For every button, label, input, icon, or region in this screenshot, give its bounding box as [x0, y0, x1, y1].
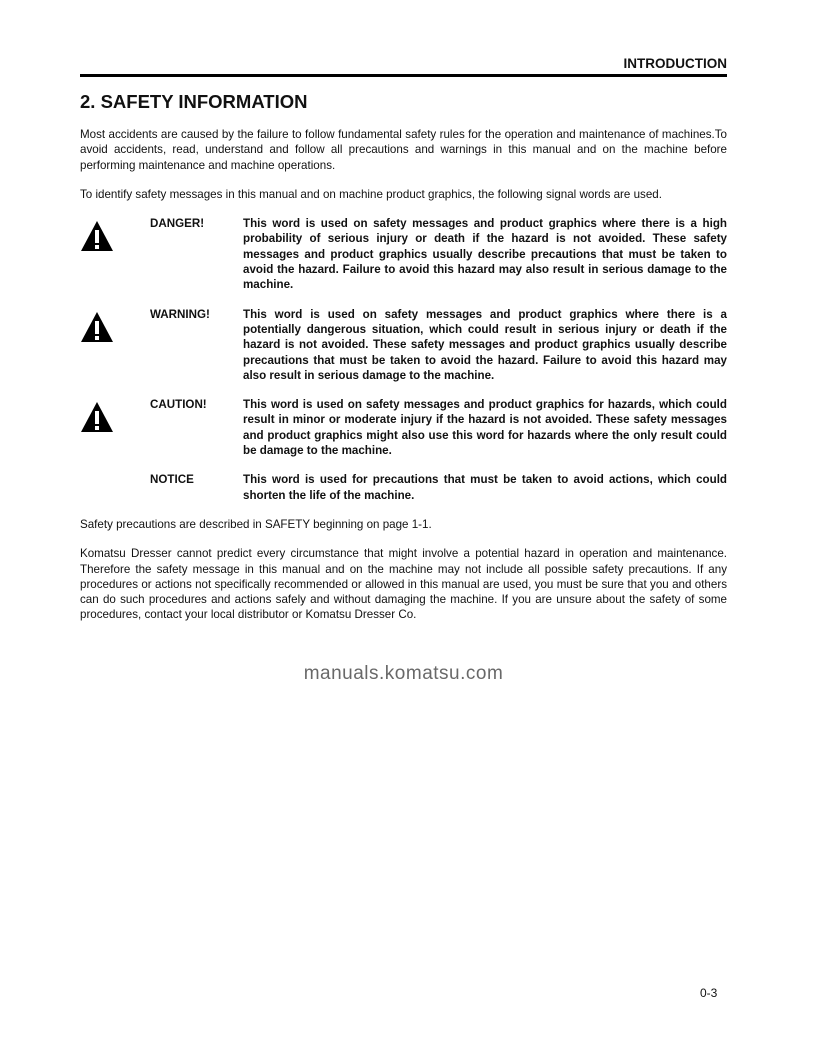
signal-danger	[80, 216, 727, 292]
signal-word: CAUTION!	[150, 398, 207, 412]
signal-description: This word is used on safety messages and product graphics for hazards, which could result in minor or moderate injury if the hazard is not avoided. These safety messages and product graphics might also use this word for hazards where the only result could be damage to the machine.	[243, 398, 727, 458]
warning-triangle-icon	[80, 401, 114, 433]
safety-reference: Safety precautions are described in SAFETY beginning on page 1-1.	[80, 517, 432, 531]
disclaimer-paragraph: Komatsu Dresser cannot predict every circumstance that might involve a potential hazard in operation and maintenance. Therefore the safety message in this manual and on the machine may not include all possible safety precautions. If any procedures or actions not specifically recommended or allowed in this manual are used, you must be sure that you and others can do such procedures and actions safely and without damaging the machine. If you are unsure about the safety of some procedures, contact your local distributor or Komatsu Dresser Co.	[80, 547, 727, 622]
signal-description: This word is used on safety messages and product graphics where there is a potentially dangerous situation, which could result in serious injury or death if the hazard is not avoided. These safety messages and product graphics usually describe precautions that must be taken to avoid the hazard. Failure to avoid this hazard may also result in serious damage to the machine.	[243, 307, 727, 382]
page-content	[80, 56, 727, 685]
section-header: INTRODUCTION	[623, 56, 727, 71]
warning-triangle-icon	[80, 220, 114, 252]
signal-word: WARNING!	[150, 307, 210, 321]
signal-warning	[80, 307, 727, 383]
signal-caution	[80, 397, 727, 458]
intro-paragraph: Most accidents are caused by the failure to follow fundamental safety rules for the operation and maintenance of machines.To avoid accidents, read, understand and follow all precautions and warnings in this manual and on the machine before performing maintenance and machine operations.	[80, 128, 727, 172]
signal-notice	[80, 472, 727, 503]
signal-word: NOTICE	[150, 473, 194, 487]
signal-word: DANGER!	[150, 217, 205, 231]
header-rule	[80, 74, 727, 77]
watermark: manuals.komatsu.com	[303, 662, 504, 684]
page-title: 2. SAFETY INFORMATION	[80, 91, 308, 112]
warning-triangle-icon	[80, 311, 114, 343]
page-number: 0-3	[700, 986, 718, 1000]
signal-description: This word is used for precautions that must be taken to avoid actions, which could shorten the life of the machine.	[243, 473, 727, 502]
signal-words-intro: To identify safety messages in this manual and on machine product graphics, the following signal words are used.	[80, 187, 662, 201]
signal-description: This word is used on safety messages and product graphics where there is a high probability of serious injury or death if the hazard is not avoided. These safety messages and product graphics usually describe precautions that must be taken to avoid the hazard. Failure to avoid this hazard may also result in serious damage to the machine.	[243, 217, 727, 292]
